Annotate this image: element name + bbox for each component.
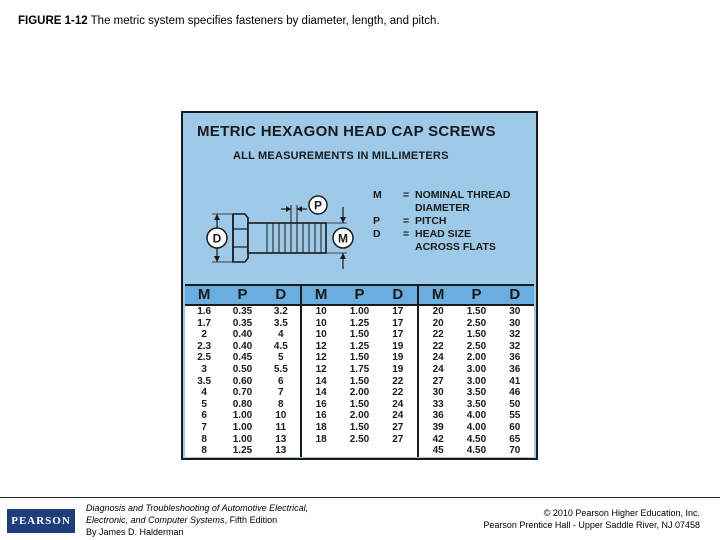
table-row — [185, 410, 534, 422]
table-cell: 1.25 — [349, 340, 370, 352]
table-cell: 36 — [509, 352, 521, 364]
bolt-head-shape — [233, 214, 248, 262]
table-cell: 11 — [262, 422, 302, 434]
table-row — [185, 364, 534, 376]
table-cell — [302, 445, 340, 457]
legend-key: P — [373, 215, 381, 227]
bolt-shank-shape — [248, 223, 326, 253]
table-cell: 4.00 — [466, 421, 487, 433]
table-cell: 2 — [201, 329, 207, 341]
table-cell: 55 — [509, 410, 521, 422]
table-row — [185, 341, 534, 353]
table-cell: 22 — [432, 329, 444, 341]
table-row — [185, 376, 534, 388]
table-cell: 1.6 — [197, 306, 212, 317]
table-cell: 3.5 — [262, 318, 302, 330]
table-cell: 12 — [315, 363, 327, 375]
table-cell: 1.7 — [197, 317, 212, 329]
table-header-cell: D — [509, 286, 521, 303]
table-cell: 22 — [379, 376, 419, 388]
table-cell: 27 — [379, 422, 419, 434]
table-cell: 4.50 — [466, 433, 487, 445]
table-cell: 8 — [201, 445, 207, 457]
screw-size-table — [185, 284, 534, 457]
table-cell: 10 — [315, 306, 327, 317]
table-cell: 0.40 — [232, 329, 253, 341]
table-row — [185, 318, 534, 330]
table-cell: 1.00 — [232, 421, 253, 433]
table-cell: 0.35 — [232, 317, 253, 329]
table-cell: 17 — [379, 306, 419, 318]
table-cell: 6 — [262, 376, 302, 388]
table-header-cell: P — [471, 286, 482, 303]
publisher-line: Pearson Prentice Hall - Upper Saddle River, NJ 07458 — [483, 520, 700, 530]
figure-title: METRIC HEXAGON HEAD CAP SCREWS — [197, 123, 496, 140]
table-cell: 14 — [315, 375, 327, 387]
table-cell: 19 — [379, 341, 419, 353]
table-cell — [379, 445, 419, 457]
table-cell: 22 — [432, 340, 444, 352]
table-header-row — [185, 284, 534, 306]
table-cell: 30 — [509, 306, 521, 317]
table-cell: 30 — [432, 387, 444, 399]
head-size-label: D — [212, 231, 222, 246]
table-cell: 17 — [379, 329, 419, 341]
table-cell: 1.50 — [349, 329, 370, 341]
table-cell: 2.50 — [466, 340, 487, 352]
table-cell: 1.00 — [349, 306, 370, 317]
table-cell: 50 — [509, 398, 521, 410]
table-cell: 4.5 — [262, 341, 302, 353]
table-cell: 10 — [315, 329, 327, 341]
figure-caption-label: FIGURE 1-12 — [18, 15, 88, 27]
table-cell: 32 — [509, 340, 521, 352]
table-cell: 0.35 — [232, 306, 253, 317]
table-cell: 17 — [379, 318, 419, 330]
table-cell: 42 — [432, 433, 444, 445]
head-size-marker — [207, 214, 233, 262]
copyright-line: © 2010 Pearson Higher Education, Inc. — [543, 508, 700, 518]
table-cell: 20 — [432, 317, 444, 329]
table-cell: 0.70 — [232, 387, 253, 399]
table-cell: 1.25 — [349, 317, 370, 329]
table-cell: 4 — [201, 387, 207, 399]
table-cell: 3.00 — [466, 363, 487, 375]
table-row — [185, 306, 534, 318]
table-cell: 6 — [201, 410, 207, 422]
table-cell: 65 — [509, 433, 521, 445]
table-cell: 60 — [509, 421, 521, 433]
table-cell: 1.50 — [349, 398, 370, 410]
table-row — [185, 399, 534, 411]
pearson-logo: PEARSON — [7, 509, 75, 533]
legend-value: HEAD SIZE — [415, 228, 472, 240]
diameter-label: M — [338, 231, 348, 246]
table-row — [185, 387, 534, 399]
table-cell: 30 — [509, 317, 521, 329]
table-cell: 18 — [315, 421, 327, 433]
table-cell: 24 — [379, 410, 419, 422]
footer-copyright — [483, 507, 700, 531]
table-cell: 1.75 — [349, 363, 370, 375]
table-cell: 27 — [379, 434, 419, 446]
table-cell: 19 — [379, 352, 419, 364]
table-cell: 45 — [432, 445, 444, 457]
table-cell: 20 — [432, 306, 444, 317]
table-cell: 2.50 — [466, 317, 487, 329]
table-cell: 2.5 — [197, 352, 212, 364]
book-title-line-1: Diagnosis and Troubleshooting of Automotive Electrical, — [86, 503, 309, 513]
table-cell: 0.40 — [232, 340, 253, 352]
diameter-marker — [326, 207, 353, 269]
table-cell: 3 — [201, 363, 207, 375]
pitch-marker — [281, 196, 327, 223]
pitch-label: P — [313, 198, 323, 213]
table-cell: 39 — [432, 421, 444, 433]
table-cell: 70 — [509, 445, 521, 457]
table-cell: 12 — [315, 340, 327, 352]
bolt-diagram — [195, 173, 365, 283]
table-cell: 24 — [432, 363, 444, 375]
table-header-cell: D — [379, 286, 419, 304]
table-cell: 41 — [509, 375, 521, 387]
table-cell: 0.60 — [232, 375, 253, 387]
figure-caption — [18, 15, 440, 27]
table-cell — [340, 445, 378, 457]
table-header-cell: M — [314, 286, 328, 303]
table-cell: 3.5 — [197, 375, 212, 387]
book-author: By James D. Halderman — [86, 527, 184, 537]
table-cell: 3.2 — [262, 306, 302, 318]
table-cell: 19 — [379, 364, 419, 376]
table-cell: 33 — [432, 398, 444, 410]
table-header-cell: M — [197, 286, 211, 303]
table-cell: 10 — [315, 317, 327, 329]
table-row — [185, 434, 534, 446]
table-cell: 2.50 — [349, 433, 370, 445]
table-cell: 12 — [315, 352, 327, 364]
table-cell: 2.00 — [349, 410, 370, 422]
figure-panel — [181, 111, 538, 460]
table-cell: 36 — [432, 410, 444, 422]
table-cell: 5 — [201, 398, 207, 410]
footer-divider — [0, 497, 720, 498]
table-cell: 1.50 — [349, 421, 370, 433]
table-cell: 2.3 — [197, 340, 212, 352]
legend-value: NOMINAL THREAD — [415, 189, 511, 201]
table-header-cell: M — [431, 286, 445, 303]
footer-book-info — [86, 502, 308, 538]
table-row — [185, 352, 534, 364]
table-cell: 13 — [262, 445, 302, 457]
table-cell: 3.50 — [466, 387, 487, 399]
table-cell: 14 — [315, 387, 327, 399]
table-cell: 16 — [315, 410, 327, 422]
table-cell: 5.5 — [262, 364, 302, 376]
legend-key: D — [373, 228, 381, 240]
table-row — [185, 422, 534, 434]
table-cell: 4 — [262, 329, 302, 341]
table-cell: 2.00 — [349, 387, 370, 399]
table-cell: 32 — [509, 329, 521, 341]
table-cell: 1.50 — [466, 306, 487, 317]
table-cell: 0.45 — [232, 352, 253, 364]
table-cell: 4.00 — [466, 410, 487, 422]
table-cell: 1.00 — [232, 433, 253, 445]
table-cell: 10 — [262, 410, 302, 422]
figure-caption-text: The metric system specifies fasteners by diameter, length, and pitch. — [87, 15, 440, 27]
table-header-cell: P — [237, 286, 248, 303]
table-cell: 24 — [379, 399, 419, 411]
table-cell: 1.00 — [232, 410, 253, 422]
book-title-line-2: Electronic, and Computer Systems — [86, 515, 225, 525]
table-cell: 3.50 — [466, 398, 487, 410]
table-cell: 22 — [379, 387, 419, 399]
table-cell: 18 — [315, 433, 327, 445]
table-cell: 1.50 — [349, 375, 370, 387]
legend-equals: = — [403, 215, 410, 227]
legend-equals: = — [403, 228, 410, 240]
table-cell: 24 — [432, 352, 444, 364]
table-cell: 1.50 — [349, 352, 370, 364]
table-cell: 46 — [509, 387, 521, 399]
table-cell: 0.80 — [232, 398, 253, 410]
table-cell: 7 — [262, 387, 302, 399]
legend-value: ACROSS FLATS — [415, 241, 496, 253]
table-cell: 5 — [262, 352, 302, 364]
table-cell: 13 — [262, 434, 302, 446]
table-cell: 1.50 — [466, 329, 487, 341]
legend-equals: = — [403, 189, 410, 201]
book-edition: , Fifth Edition — [224, 515, 278, 525]
table-cell: 8 — [201, 433, 207, 445]
legend-key: M — [373, 189, 382, 201]
table-cell: 7 — [201, 421, 207, 433]
table-cell: 27 — [432, 375, 444, 387]
table-header-cell: P — [354, 286, 365, 303]
legend-value: DIAMETER — [415, 202, 470, 214]
table-body — [185, 306, 534, 457]
table-cell: 8 — [262, 399, 302, 411]
figure-subtitle: ALL MEASUREMENTS IN MILLIMETERS — [233, 150, 449, 162]
table-cell: 3.00 — [466, 375, 487, 387]
table-cell: 16 — [315, 398, 327, 410]
table-row — [185, 329, 534, 341]
table-cell: 2.00 — [466, 352, 487, 364]
table-header-cell: D — [262, 286, 302, 304]
table-cell: 0.50 — [232, 363, 253, 375]
table-cell: 4.50 — [466, 445, 487, 457]
table-row — [185, 445, 534, 457]
table-cell: 1.25 — [232, 445, 253, 457]
table-cell: 36 — [509, 363, 521, 375]
legend-value: PITCH — [415, 215, 447, 227]
